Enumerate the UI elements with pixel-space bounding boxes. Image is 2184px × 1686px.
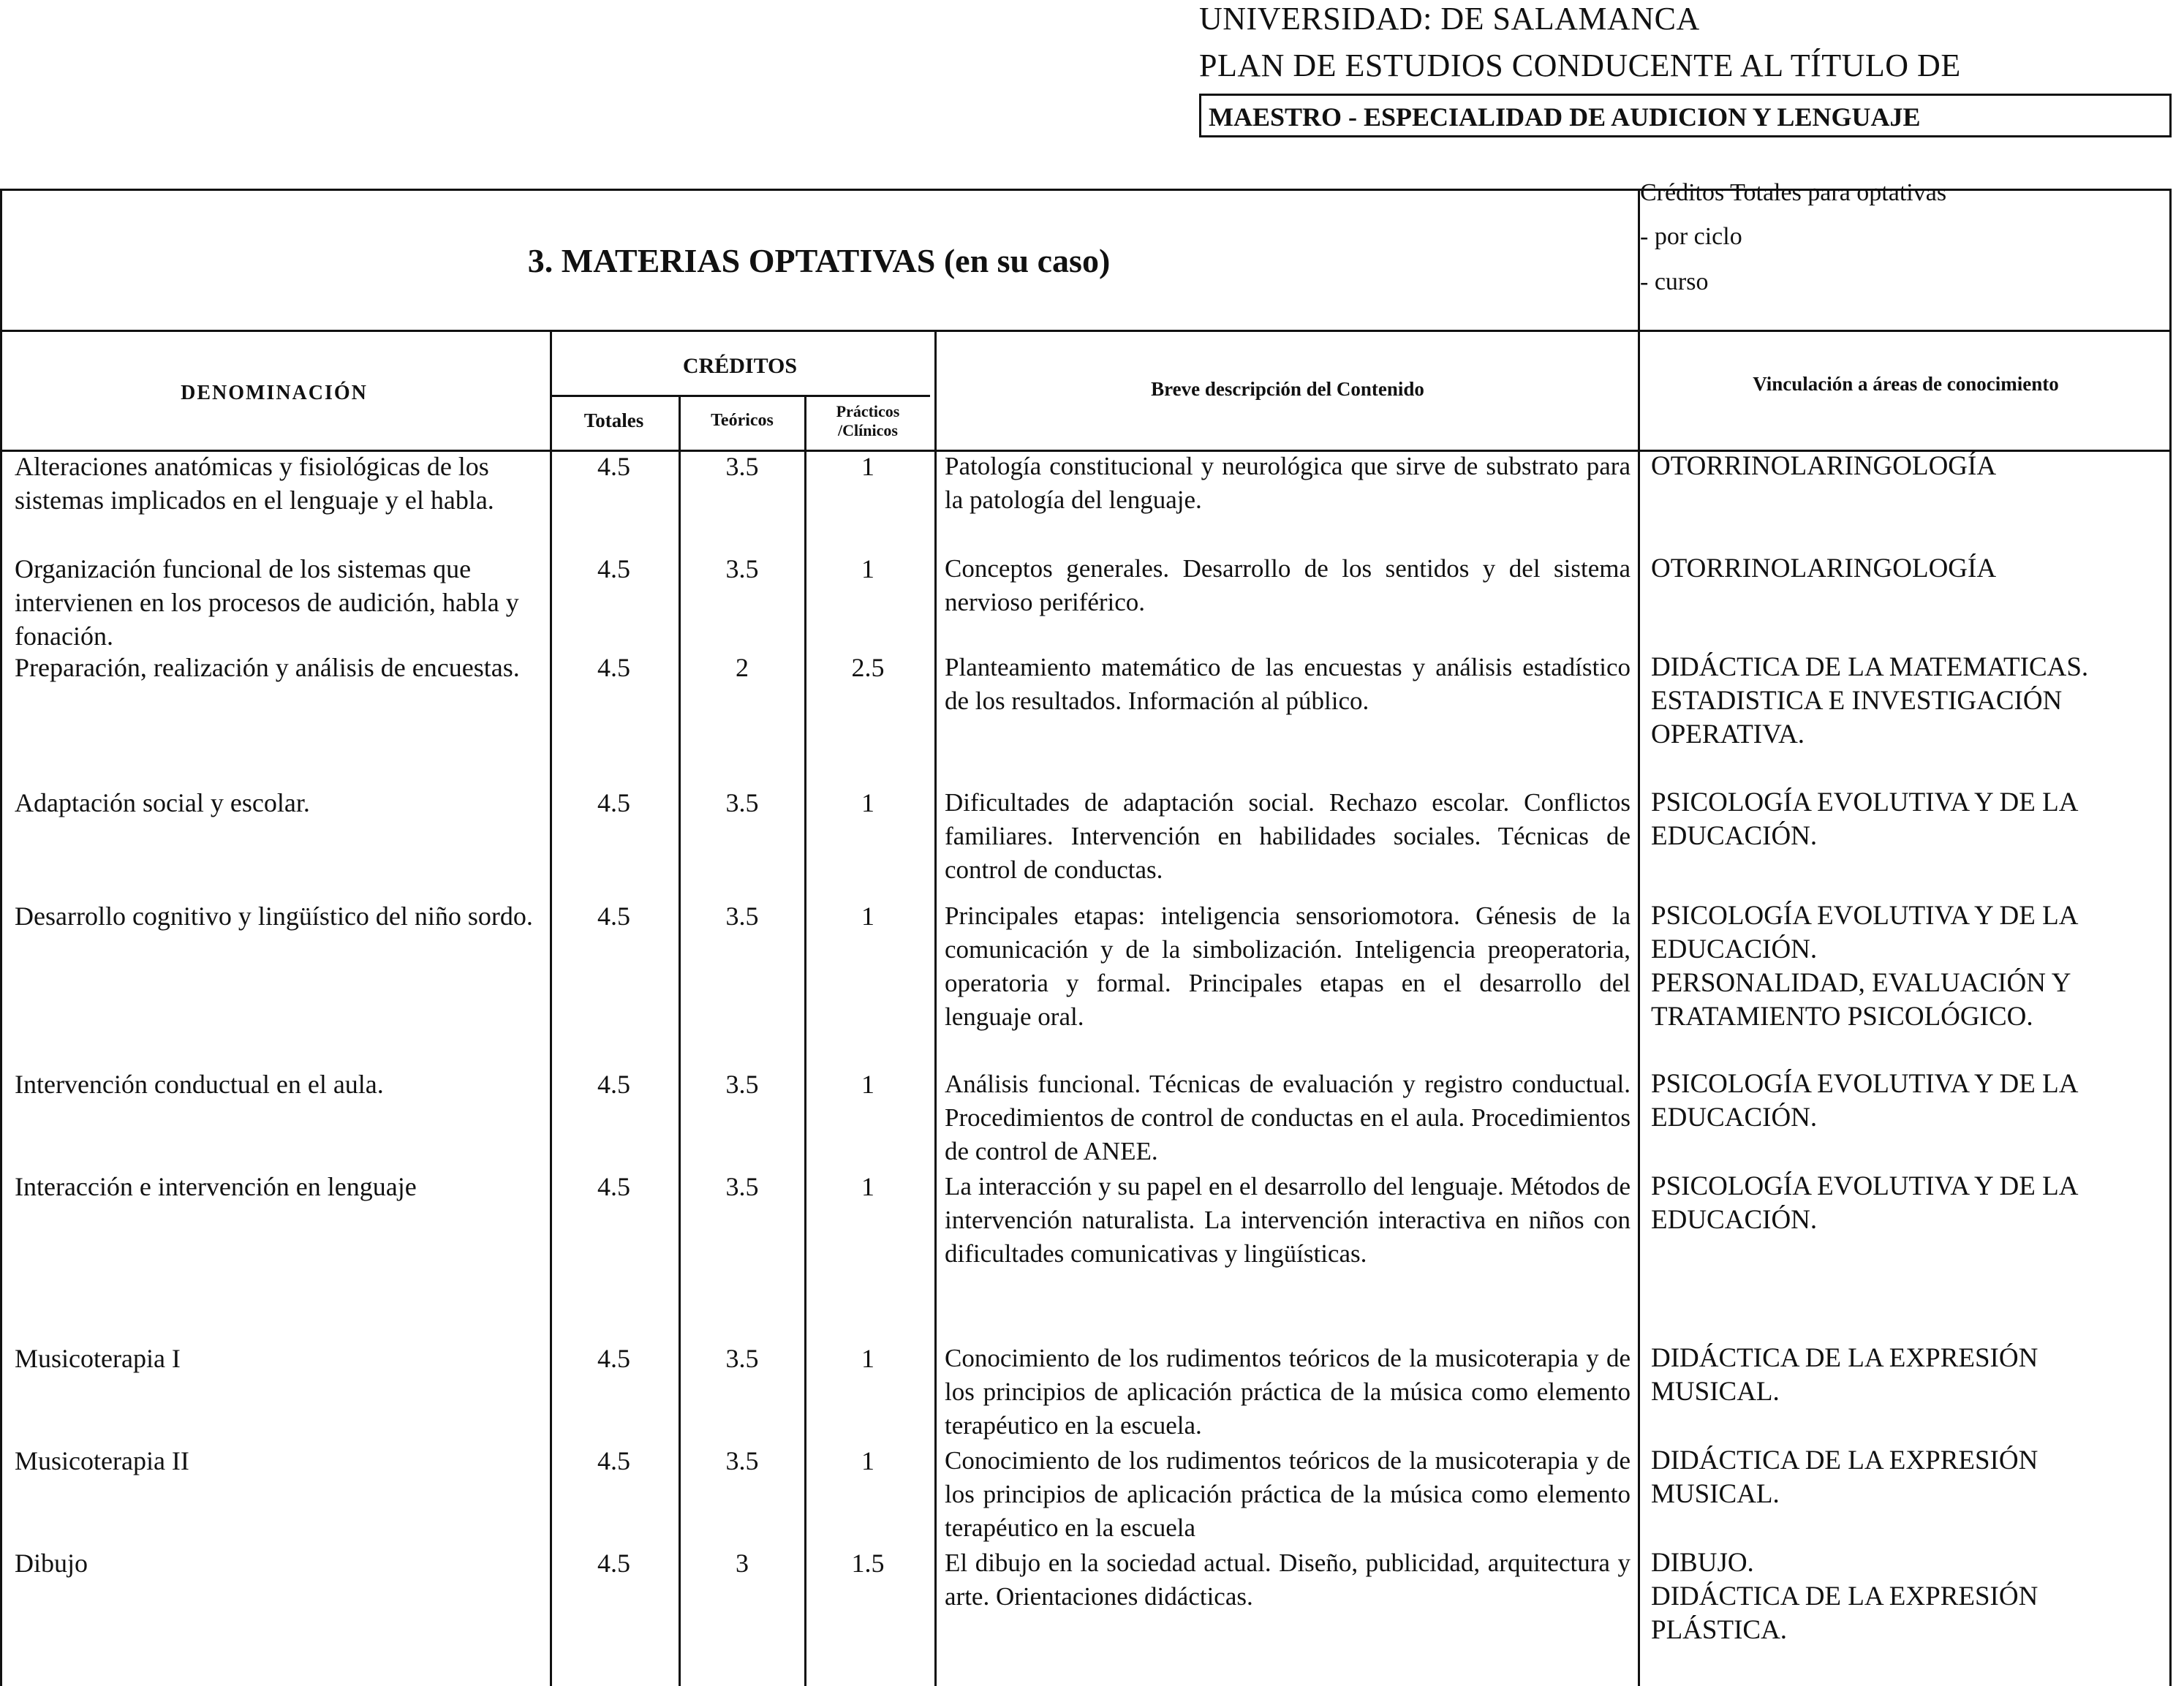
- knowledge-area: DIDÁCTICA DE LA EXPRESIÓN MUSICAL.: [1651, 1445, 2038, 1509]
- knowledge-area: PSICOLOGÍA EVOLUTIVA Y DE LA EDUCACIÓN.: [1651, 787, 2077, 851]
- credits-theory: 3.5: [725, 788, 759, 817]
- credits-total: 4.5: [597, 554, 630, 583]
- course-description: Planteamiento matemático de las encuestas y análisis estadístico de los resultados. Información al público.: [945, 653, 1631, 715]
- credits-subheader-divider: [550, 395, 930, 397]
- credits-theory: 3.5: [725, 901, 759, 931]
- header-totales: Totales: [583, 409, 644, 431]
- title-row-divider: [1638, 189, 1640, 331]
- header-creditos: CRÉDITOS: [682, 354, 798, 378]
- knowledge-area: PSICOLOGÍA EVOLUTIVA Y DE LA EDUCACIÓN. PERSONALIDAD, EVALUACIÓN Y TRATAMIENTO PSICOLÓGICO.: [1651, 901, 2077, 1032]
- degree-title: MAESTRO - ESPECIALIDAD DE AUDICION Y LENGUAJE: [1199, 94, 2172, 137]
- credits-note-ciclo: - por ciclo: [1640, 223, 1742, 250]
- credits-total: 4.5: [597, 788, 630, 817]
- course-description: Conceptos generales. Desarrollo de los sentidos y del sistema nervioso periférico.: [945, 554, 1631, 616]
- credits-theory: 3.5: [725, 1344, 759, 1373]
- knowledge-area: OTORRINOLARINGOLOGÍA: [1651, 553, 1997, 583]
- header-denominacion: DENOMINACIÓN: [181, 382, 368, 404]
- credits-total: 4.5: [597, 1344, 630, 1373]
- header-practicos: Prácticos /Clínicos: [836, 402, 900, 439]
- header-descripcion: Breve descripción del Contenido: [1151, 378, 1424, 400]
- header-divider: [0, 330, 2172, 332]
- university-name: UNIVERSIDAD: DE SALAMANCA: [1199, 1, 1700, 37]
- knowledge-area: DIDÁCTICA DE LA MATEMATICAS. ESTADISTICA E INVESTIGACIÓN OPERATIVA.: [1651, 652, 2089, 749]
- credits-theory: 3.5: [725, 1446, 759, 1475]
- course-name: Organización funcional de los sistemas que intervienen en los procesos de audición, habla y fonación.: [15, 554, 519, 651]
- course-description: El dibujo en la sociedad actual. Diseño, publicidad, arquitectura y arte. Orientaciones didácticas.: [945, 1549, 1631, 1611]
- col-divider-teoricos: [804, 395, 806, 1686]
- course-name: Dibujo: [15, 1549, 88, 1578]
- course-description: Principales etapas: inteligencia sensoriomotora. Génesis de la comunicación y de la simbolización. Inteligencia preoperatoria, operatoria y formal. Principales etapas en el desarrollo del lenguaje oral.: [945, 901, 1631, 1031]
- credits-total: 4.5: [597, 452, 630, 481]
- course-name: Preparación, realización y análisis de encuestas.: [15, 653, 520, 682]
- course-description: Conocimiento de los rudimentos teóricos de la musicoterapia y de los principios de aplicación práctica de la música como elemento terapéutico en la escuela.: [945, 1344, 1631, 1440]
- course-description: Dificultades de adaptación social. Rechazo escolar. Conflictos familiares. Intervención en habilidades sociales. Técnicas de control de conductas.: [945, 788, 1631, 884]
- credits-practice: 2.5: [851, 653, 885, 682]
- course-name: Intervención conductual en el aula.: [15, 1070, 384, 1099]
- course-name: Desarrollo cognitivo y lingüístico del niño sordo.: [15, 901, 533, 931]
- header-teoricos: Teóricos: [711, 411, 774, 430]
- course-description: La interacción y su papel en el desarrollo del lenguaje. Métodos de intervención naturalista. La intervención interactiva en niños con dificultades comunicativas y lingüísticas.: [945, 1172, 1631, 1268]
- knowledge-area: OTORRINOLARINGOLOGÍA: [1651, 451, 1997, 481]
- col-divider-denom: [550, 330, 552, 1686]
- course-description: Conocimiento de los rudimentos teóricos de la musicoterapia y de los principios de aplicación práctica de la música como elemento terapéutico en la escuela: [945, 1446, 1631, 1542]
- header-vinculacion: Vinculación a áreas de conocimiento: [1753, 373, 2059, 395]
- credits-note-curso: - curso: [1640, 268, 1709, 295]
- course-name: Interacción e intervención en lenguaje: [15, 1172, 417, 1201]
- knowledge-area: PSICOLOGÍA EVOLUTIVA Y DE LA EDUCACIÓN.: [1651, 1171, 2077, 1235]
- course-name: Musicoterapia II: [15, 1446, 189, 1475]
- credits-practice: 1: [861, 788, 874, 817]
- credits-theory: 2: [736, 653, 749, 682]
- credits-practice: 1.5: [851, 1549, 885, 1578]
- knowledge-area: PSICOLOGÍA EVOLUTIVA Y DE LA EDUCACIÓN.: [1651, 1069, 2077, 1133]
- section-title: 3. MATERIAS OPTATIVAS (en su caso): [527, 242, 1111, 279]
- knowledge-area: DIDÁCTICA DE LA EXPRESIÓN MUSICAL.: [1651, 1343, 2038, 1407]
- credits-theory: 3.5: [725, 1070, 759, 1099]
- credits-theory: 3.5: [725, 452, 759, 481]
- knowledge-area: DIBUJO. DIDÁCTICA DE LA EXPRESIÓN PLÁSTICA.: [1651, 1548, 2038, 1645]
- credits-total: 4.5: [597, 1070, 630, 1099]
- course-description: Patología constitucional y neurológica que sirve de substrato para la patología del lenguaje.: [945, 452, 1631, 514]
- credits-theory: 3.5: [725, 1172, 759, 1201]
- course-name: Musicoterapia I: [15, 1344, 181, 1373]
- col-divider-practicos: [934, 330, 937, 1686]
- credits-total: 4.5: [597, 1172, 630, 1201]
- credits-practice: 1: [861, 1446, 874, 1475]
- credits-total: 4.5: [597, 653, 630, 682]
- credits-total: 4.5: [597, 901, 630, 931]
- course-name: Adaptación social y escolar.: [15, 788, 310, 817]
- credits-practice: 1: [861, 1344, 874, 1373]
- credits-total: 4.5: [597, 1549, 630, 1578]
- col-divider-totales: [679, 395, 681, 1686]
- credits-practice: 1: [861, 901, 874, 931]
- col-divider-desc: [1638, 330, 1640, 1686]
- table-left-border: [0, 189, 2, 1686]
- course-name: Alteraciones anatómicas y fisiológicas de los sistemas implicados en el lenguaje y el habla.: [15, 452, 494, 515]
- credits-practice: 1: [861, 554, 874, 583]
- course-description: Análisis funcional. Técnicas de evaluación y registro conductual. Procedimientos de control de conductas en el aula. Procedimientos de control de ANEE.: [945, 1070, 1631, 1165]
- credits-theory: 3: [736, 1549, 749, 1578]
- credits-theory: 3.5: [725, 554, 759, 583]
- credits-practice: 1: [861, 1172, 874, 1201]
- plan-title: PLAN DE ESTUDIOS CONDUCENTE AL TÍTULO DE: [1199, 48, 1961, 83]
- credits-note-total: Créditos Totales para optativas: [1640, 179, 1947, 206]
- credits-practice: 1: [861, 452, 874, 481]
- credits-practice: 1: [861, 1070, 874, 1099]
- credits-total: 4.5: [597, 1446, 630, 1475]
